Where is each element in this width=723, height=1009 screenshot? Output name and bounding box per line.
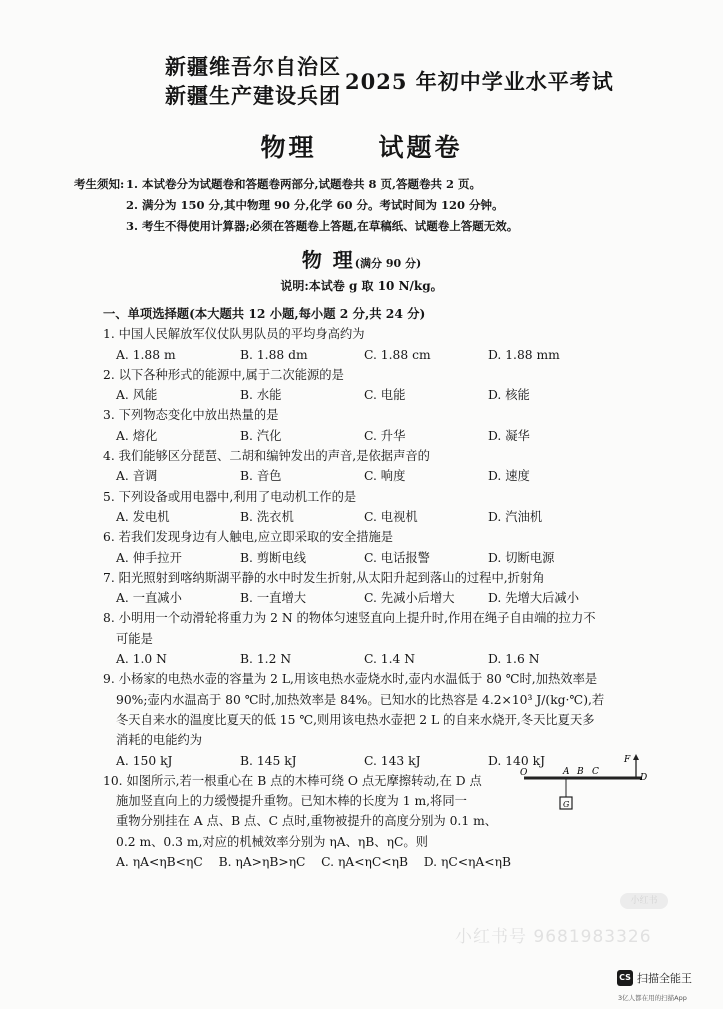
paper-subject: 物理 bbox=[260, 133, 317, 162]
option-b: B. 水能 bbox=[240, 388, 282, 403]
question bbox=[103, 446, 703, 487]
options-row bbox=[103, 548, 703, 568]
options-row bbox=[103, 649, 703, 669]
watermark-text: 小红书号 9681983326 bbox=[455, 927, 652, 947]
lever-diagram bbox=[518, 752, 648, 822]
region-line-1: 新疆维吾尔自治区 bbox=[165, 54, 341, 79]
question-stem-cont: 施加竖直向上的力缓慢提升重物。已知木棒的长度为 1 m,将同一 bbox=[116, 794, 467, 809]
question-stem: 9. 小杨家的电热水壶的容量为 2 L,用该电热水壶烧水时,壶内水温低于 80 ℃时,加热效率是 bbox=[103, 672, 598, 687]
question bbox=[103, 487, 703, 528]
option-d: D. 140 kJ bbox=[488, 753, 545, 768]
option-d: D. 切断电源 bbox=[488, 550, 555, 565]
label-b: B bbox=[577, 767, 584, 777]
label-a: A bbox=[563, 767, 570, 777]
notice-label: 考生须知: bbox=[74, 177, 125, 191]
question-stem-cont: 重物分别挂在 A 点、B 点、C 点时,重物被提升的高度分别为 0.1 m、 bbox=[116, 814, 498, 829]
question-stem-cont: 90%;壶内水温高于 80 ℃时,加热效率是 84%。已知水的比热容是 4.2×10³ J/(kg·℃),若 bbox=[116, 692, 605, 707]
option-c: C. 电话报警 bbox=[364, 550, 430, 565]
question-stem: 5. 下列设备或用电器中,利用了电动机工作的是 bbox=[103, 489, 357, 504]
question-stem-cont: 冬天自来水的温度比夏天的低 15 ℃,则用该电热水壶把 2 L 的自来水烧开,冬天比夏天多 bbox=[116, 712, 595, 727]
option-d: D. 速度 bbox=[488, 469, 530, 484]
question bbox=[103, 771, 523, 872]
question-stem-cont: 可能是 bbox=[116, 631, 153, 646]
paper-type: 试题卷 bbox=[378, 133, 463, 162]
option-b: B. 一直增大 bbox=[240, 591, 307, 606]
options-row bbox=[103, 385, 703, 405]
question-stem-cont: 0.2 m、0.3 m,对应的机械效率分别为 ηA、ηB、ηC。则 bbox=[116, 834, 428, 849]
option-a: A. 150 kJ bbox=[116, 753, 173, 768]
question bbox=[103, 527, 703, 568]
option-b: B. 剪断电线 bbox=[240, 550, 307, 565]
option-b: B. 1.2 N bbox=[240, 652, 292, 667]
option-a: A. ηA<ηB<ηC bbox=[116, 855, 203, 870]
question-stem: 2. 以下各种形式的能源中,属于二次能源的是 bbox=[103, 367, 344, 382]
subject-score: (满分 90 分) bbox=[354, 257, 422, 270]
question-stem: 4. 我们能够区分琵琶、二胡和编钟发出的声音,是依据声音的 bbox=[103, 449, 430, 464]
options-row bbox=[103, 345, 703, 365]
option-a: A. 音调 bbox=[116, 469, 158, 484]
option-d: D. 凝华 bbox=[488, 428, 530, 443]
option-c: C. 电能 bbox=[364, 388, 406, 403]
label-o: O bbox=[520, 768, 528, 778]
candidate-notice bbox=[74, 174, 714, 237]
option-d: D. 汽油机 bbox=[488, 509, 543, 524]
watermark-badge: 小红书 bbox=[620, 893, 668, 909]
option-c: C. 1.88 cm bbox=[364, 347, 431, 362]
question-stem: 10. 如图所示,若一根重心在 B 点的木棒可绕 O 点无摩擦转动,在 D 点 bbox=[103, 773, 482, 788]
option-c: C. 升华 bbox=[364, 428, 406, 443]
option-d: D. 1.6 N bbox=[488, 652, 540, 667]
scanner-logo-icon: CS bbox=[617, 970, 633, 986]
question-stem: 6. 若我们发现身边有人触电,应立即采取的安全措施是 bbox=[103, 530, 394, 545]
region-block bbox=[165, 52, 341, 110]
option-c: C. 1.4 N bbox=[364, 652, 416, 667]
scanner-slogan: 3亿人都在用的扫描App bbox=[618, 994, 687, 1002]
region-line-2: 新疆生产建设兵团 bbox=[165, 83, 341, 108]
question-stem: 8. 小明用一个动滑轮将重力为 2 N 的物体匀速竖直向上提升时,作用在绳子自由端的拉力不 bbox=[103, 611, 596, 626]
force-arrowhead bbox=[633, 754, 639, 760]
notice-item: 3. 考生不得使用计算器;必须在答题卷上答题,在草稿纸、试题卷上答题无效。 bbox=[126, 219, 519, 233]
option-a: A. 发电机 bbox=[116, 509, 170, 524]
options-row bbox=[103, 426, 703, 446]
option-a: A. 伸手拉开 bbox=[116, 550, 182, 565]
scanner-app-name: 扫描全能王 bbox=[637, 972, 692, 985]
question bbox=[103, 405, 703, 446]
exam-note: 说明:本试卷 g 取 10 N/kg。 bbox=[280, 279, 443, 293]
option-c: C. 143 kJ bbox=[364, 753, 421, 768]
label-g: G bbox=[563, 800, 570, 809]
question bbox=[103, 608, 703, 669]
option-a: A. 一直减小 bbox=[116, 591, 182, 606]
section-title: 一、单项选择题(本大题共 12 小题,每小题 2 分,共 24 分) bbox=[103, 306, 426, 321]
options-row bbox=[103, 852, 523, 872]
option-b: B. 音色 bbox=[240, 469, 282, 484]
option-c: C. 响度 bbox=[364, 469, 406, 484]
option-a: A. 风能 bbox=[116, 388, 158, 403]
option-b: B. 145 kJ bbox=[240, 753, 297, 768]
question bbox=[103, 568, 703, 609]
option-b: B. 1.88 dm bbox=[240, 347, 308, 362]
question-stem: 7. 阳光照射到喀纳斯湖平静的水中时发生折射,从太阳升起到落山的过程中,折射角 bbox=[103, 570, 545, 585]
option-b: B. 汽化 bbox=[240, 428, 282, 443]
option-c: C. 电视机 bbox=[364, 509, 418, 524]
label-c: C bbox=[592, 767, 599, 777]
option-c: C. ηA<ηC<ηB bbox=[321, 855, 408, 870]
options-row bbox=[103, 507, 703, 527]
subject-heading bbox=[0, 244, 723, 273]
option-c: C. 先减小后增大 bbox=[364, 591, 455, 606]
paper-title bbox=[0, 128, 723, 164]
label-d: D bbox=[640, 773, 648, 783]
option-b: B. ηA>ηB>ηC bbox=[218, 855, 306, 870]
question-stem: 3. 下列物态变化中放出热量的是 bbox=[103, 408, 279, 423]
option-d: D. 核能 bbox=[488, 388, 530, 403]
option-a: A. 熔化 bbox=[116, 428, 158, 443]
question-stem-cont: 消耗的电能约为 bbox=[116, 733, 203, 748]
option-a: A. 1.88 m bbox=[116, 347, 176, 362]
option-b: B. 洗衣机 bbox=[240, 509, 294, 524]
notice-item: 2. 满分为 150 分,其中物理 90 分,化学 60 分。考试时间为 120 分钟。 bbox=[126, 198, 504, 212]
option-d: D. 先增大后减小 bbox=[488, 591, 580, 606]
question-stem: 1. 中国人民解放军仪仗队男队员的平均身高约为 bbox=[103, 327, 365, 342]
question bbox=[103, 324, 703, 365]
label-f: F bbox=[624, 755, 631, 765]
option-d: D. ηC<ηA<ηB bbox=[423, 855, 512, 870]
notice-item: 1. 本试卷分为试题卷和答题卷两部分,试题卷共 8 页,答题卷共 2 页。 bbox=[126, 177, 482, 191]
option-a: A. 1.0 N bbox=[116, 652, 167, 667]
exam-title: 2025 年初中学业水平考试 bbox=[345, 69, 614, 94]
subject-title: 物 理 bbox=[301, 248, 355, 272]
options-row bbox=[103, 588, 703, 608]
question bbox=[103, 365, 703, 406]
options-row bbox=[103, 466, 703, 486]
option-d: D. 1.88 mm bbox=[488, 347, 560, 362]
